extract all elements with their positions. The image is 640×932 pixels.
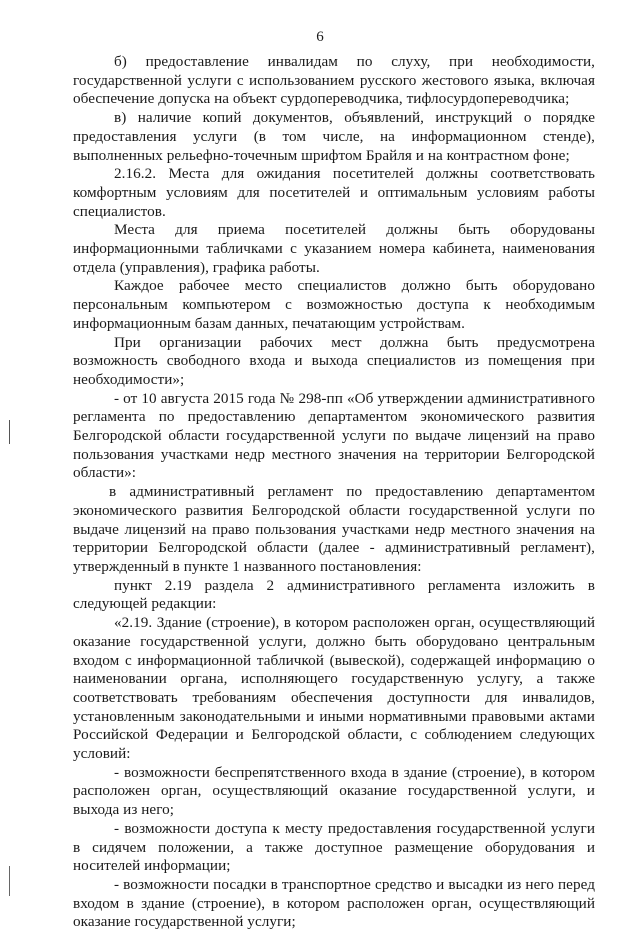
scan-margin-mark: [9, 866, 10, 896]
paragraph: 2.16.2. Места для ожидания посетителей должны соответствовать комфортным условиям для посетителей и оптимальным условиям работы специалистов.: [73, 165, 595, 220]
paragraph: При организации рабочих мест должна быть предусмотрена возможность свободного входа и выхода специалистов из помещения при необходимости»;: [73, 333, 595, 388]
page-number: 6: [316, 29, 324, 45]
document-body: [73, 53, 595, 932]
paragraph: - возможности посадки в транспортное средство и высадки из него перед входом в здание (строение), в котором расположен орган, осуществляющий оказание государственной услуги;: [73, 875, 595, 931]
paragraph: в) наличие копий документов, объявлений, инструкций о порядке предоставления услуги (в том числе, на информационном стенде), выполненных рельефно-точечным шрифтом Брайля и на контрастном фоне;: [73, 109, 595, 164]
paragraph: в административный регламент по предоставлению департаментом экономического развития Белгородской области государственной услуги по выдаче лицензий на право пользования участками недр местного значения на территории Белгородской области (далее - административный регламент), утвержденный в пункте 1 названного постановления:: [73, 483, 595, 575]
scan-margin-mark: [9, 420, 10, 444]
paragraph: - возможности доступа к месту предоставления государственной услуги в сидячем положении, а также доступное размещение оборудования и носителей информации;: [73, 819, 595, 875]
paragraph: - от 10 августа 2015 года № 298-пп «Об утверждении административного регламента по предоставлению департаментом экономического развития Белгородской области государственной услуги по выдаче лицензий на право пользования участками недр местного значения на территории Белгородской области»:: [73, 389, 595, 482]
paragraph: «2.19. Здание (строение), в котором расположен орган, осуществляющий оказание государственной услуги, должно быть оборудовано центральным входом с информационной табличкой (вывеской), содержащей информацию о наименовании органа, исполняющего государственную услугу, а также соответствовать требованиям обеспечения доступности для инвалидов, установленным законодательными и иными нормативными правовыми актами Российской Федерации и Белгородской области, с соблюдением следующих условий:: [73, 614, 595, 763]
paragraph: Каждое рабочее место специалистов должно быть оборудовано персональным компьютером с возможностью доступа к необходимым информационным базам данных, печатающим устройствам.: [73, 277, 595, 332]
paragraph: Места для приема посетителей должны быть оборудованы информационными табличками с указанием номера кабинета, наименования отдела (управления), графика работы.: [73, 221, 595, 276]
paragraph: - возможности беспрепятственного входа в здание (строение), в котором расположен орган, осуществляющий оказание государственной услуги, и выхода из него;: [73, 763, 595, 819]
paragraph: пункт 2.19 раздела 2 административного регламента изложить в следующей редакции:: [73, 576, 595, 613]
paragraph: б) предоставление инвалидам по слуху, при необходимости, государственной услуги с использованием русского жестового языка, включая обеспечение допуска на объект сурдопереводчика, тифлосурдопереводчика;: [73, 53, 595, 108]
